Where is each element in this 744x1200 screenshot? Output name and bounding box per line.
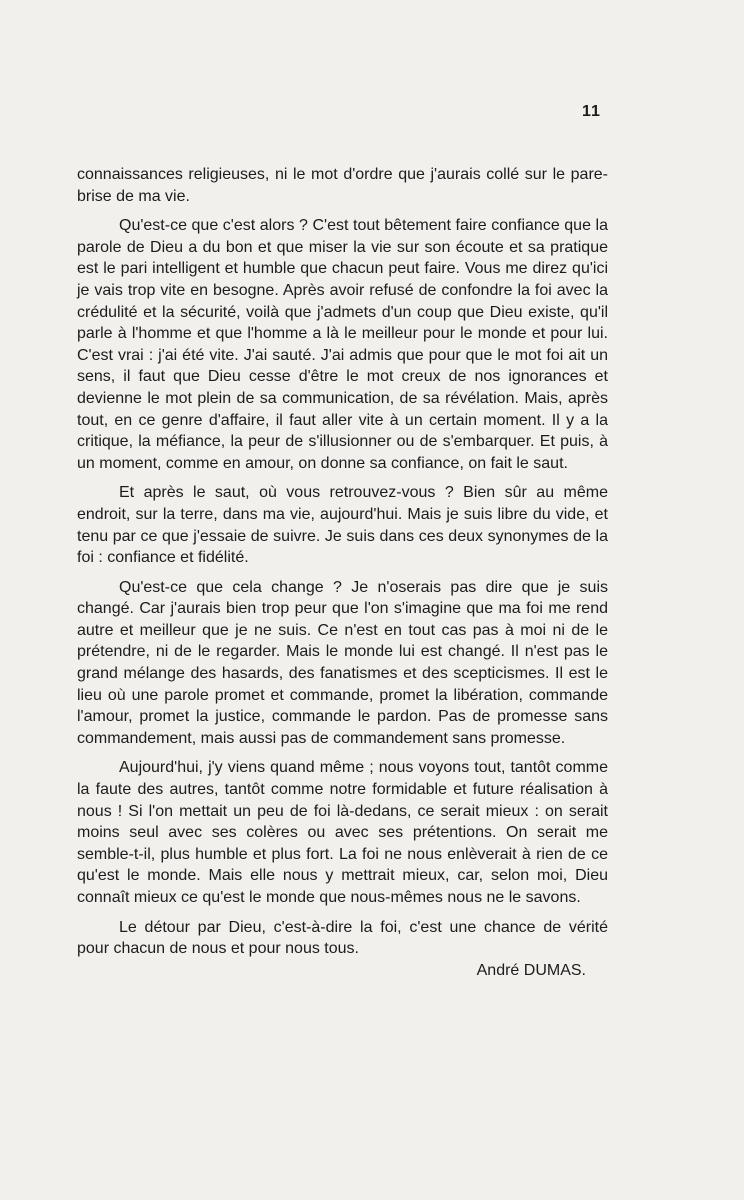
paragraph: Aujourd'hui, j'y viens quand même ; nous voyons tout, tantôt comme la faute des autres, tantôt comme notre formidable et future réalisation à nous ! Si l'on mettait un peu de foi là-dedans, ce serait mieux : on serait moins seul avec ses colères ou avec ses prétentions. On serait me semble-t-il, plus humble et plus fort. La foi ne nous enlèverait à rien de ce qu'est le monde. Mais elle nous y mettrait mieux, car, selon moi, Dieu connaît mieux ce qu'est le monde que nous-mêmes nous ne le savons. bbox=[77, 759, 608, 906]
paragraph: Qu'est-ce que c'est alors ? C'est tout bêtement faire confiance que la parole de Dieu a du bon et que miser la vie sur son écoute et sa pratique est le pari intelligent et humble que chacun peut faire. Vous me direz qu'ici je vais trop vite en besogne. Après avoir refusé de confondre la foi avec la crédulité et la sécurité, voilà que j'admets d'un coup que Dieu existe, qu'il parle à l'homme et que l'homme a là le meilleur pour le monde et pour lui. C'est vrai : j'ai été vite. J'ai sauté. J'ai admis que pour que le mot foi ait un sens, il faut que Dieu cesse d'être le mot creux de nos ignorances et devienne le mot plein de sa communication, de sa révélation. Mais, après tout, en ce genre d'affaire, il faut aller vite à un certain moment. Il y a la critique, la méfiance, la peur de s'illusionner ou de s'embarquer. Et puis, à un moment, comme en amour, on donne sa confiance, on fait le saut. bbox=[77, 217, 608, 472]
author-signature: André DUMAS. bbox=[476, 961, 586, 979]
paragraph: Et après le saut, où vous retrouvez-vous ? Bien sûr au même endroit, sur la terre, dans ma vie, aujourd'hui. Mais je suis libre du vide, et tenu par ce que j'essaie de suivre. Je suis dans ces deux synonymes de la foi : confiance et fidélité. bbox=[77, 484, 608, 567]
paragraph: connaissances religieuses, ni le mot d'ordre que j'aurais collé sur le pare-brise de ma vie. bbox=[77, 166, 608, 205]
page-number: 11 bbox=[582, 103, 601, 120]
paragraph: Qu'est-ce que cela change ? Je n'oserais pas dire que je suis changé. Car j'aurais bien trop peur que l'on s'imagine que ma foi me rend autre et meilleur que je ne suis. Ce n'est en tout cas pas à moi ni de le prétendre, ni de le regarder. Mais le monde lui est changé. Il n'est pas le grand mélange des hasards, des fanatismes et des scepticismes. Il est le lieu où une parole promet et commande, promet la libération, commande l'amour, promet la justice, commande le pardon. Pas de promesse sans commandement, mais aussi pas de commandement sans promesse. bbox=[77, 578, 608, 747]
paragraph: Le détour par Dieu, c'est-à-dire la foi, c'est une chance de vérité pour chacun de nous et pour nous tous. bbox=[77, 918, 608, 958]
article-body bbox=[77, 164, 608, 981]
